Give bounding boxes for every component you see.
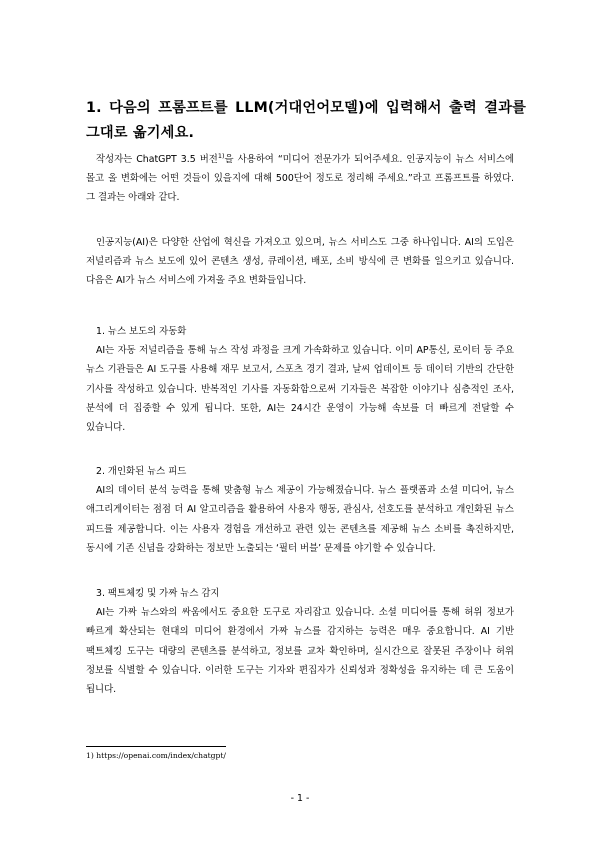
section-1-title: 1. 뉴스 보도의 자동화 (96, 326, 187, 337)
page-number: - 1 - (290, 793, 310, 804)
section-2-body: AI의 데이터 분석 능력을 통해 맞춤형 뉴스 제공이 가능해졌습니다. 뉴스 플랫폼과 소셜 미디어, 뉴스 애그리게이터는 점점 더 AI 알고리즘을 활용하여 사용자 행동, 관심사, 선호도를 분석하고 개인화된 뉴스 피드를 제공합니다. 이는 사용자 경험을 개선하고 관련 있는 콘텐츠를 제공해 뉴스 소비를 촉진하지만, 동시에 기존 신념을 강화하는 정보만 노출되는 ‘필터 버블’ 문제를 야기할 수 있습니다. (86, 485, 514, 554)
intro-text-start: 작성자는 ChatGPT 3.5 버전 (96, 154, 218, 165)
footnote-reference[interactable]: 1) (217, 151, 225, 160)
section-3-title: 3. 팩트체킹 및 가짜 뉴스 감지 (96, 588, 220, 599)
section-3-body: AI는 가짜 뉴스와의 싸움에서도 중요한 도구로 자리잡고 있습니다. 소셜 미디어를 통해 허위 정보가 빠르게 확산되는 현대의 미디어 환경에서 가짜 뉴스를 감지하는 능력은 매우 중요합니다. AI 기반 팩트체킹 도구는 대량의 콘텐츠를 분석하고, 정보를 교차 확인하며, 실시간으로 잘못된 주장이나 허위 정보를 식별할 수 있습니다. 이러한 도구는 기자와 편집자가 신뢰성과 정확성을 유지하는 데 큰 도움이 됩니다. (86, 607, 514, 696)
intro-text-end: 을 사용하여 “미디어 전문가가 되어주세요. 인공지능이 뉴스 서비스에 몰고 올 변화에는 어떤 것들이 있을지에 대해 500단어 정도로 정리해 주세요.”라고 프롬프트를 하였다. 그 결과는 아래와 같다. (86, 154, 514, 204)
section-2 (86, 462, 514, 558)
section-1 (86, 322, 514, 437)
summary-paragraph: 인공지능(AI)은 다양한 산업에 혁신을 가져오고 있으며, 뉴스 서비스도 그중 하나입니다. AI의 도입은 저널리즘과 뉴스 보도에 있어 콘텐츠 생성, 큐레이션, 배포, 소비 방식에 큰 변화를 일으키고 있습니다. 다음은 AI가 뉴스 서비스에 가져올 주요 변화들입니다. (86, 237, 514, 287)
section-1-body: AI는 자동 저널리즘을 통해 뉴스 작성 과정을 크게 가속화하고 있습니다. 이미 AP통신, 로이터 등 주요 뉴스 기관들은 AI 도구를 사용해 재무 보고서, 스포츠 경기 결과, 날씨 업데이트 등 데이터 기반의 간단한 기사를 작성하고 있습니다. 반복적인 기사를 자동화함으로써 기자들은 복잡한 이야기나 심층적인 조사, 분석에 더 집중할 수 있게 됩니다. 또한, AI는 24시간 운영이 가능해 속보를 더 빠르게 전달할 수 있습니다. (86, 345, 514, 434)
section-2-title: 2. 개인화된 뉴스 피드 (96, 466, 187, 477)
footnote: 1) https://openai.com/index/chatgpt/ (86, 751, 226, 760)
section-3 (86, 584, 514, 699)
intro-paragraph (86, 150, 514, 208)
question-heading: 1. 다음의 프롬프트를 LLM(거대언어모델)에 입력해서 출력 결과를 그대로 옮기세요. (86, 100, 526, 141)
footnote-divider (86, 746, 226, 747)
